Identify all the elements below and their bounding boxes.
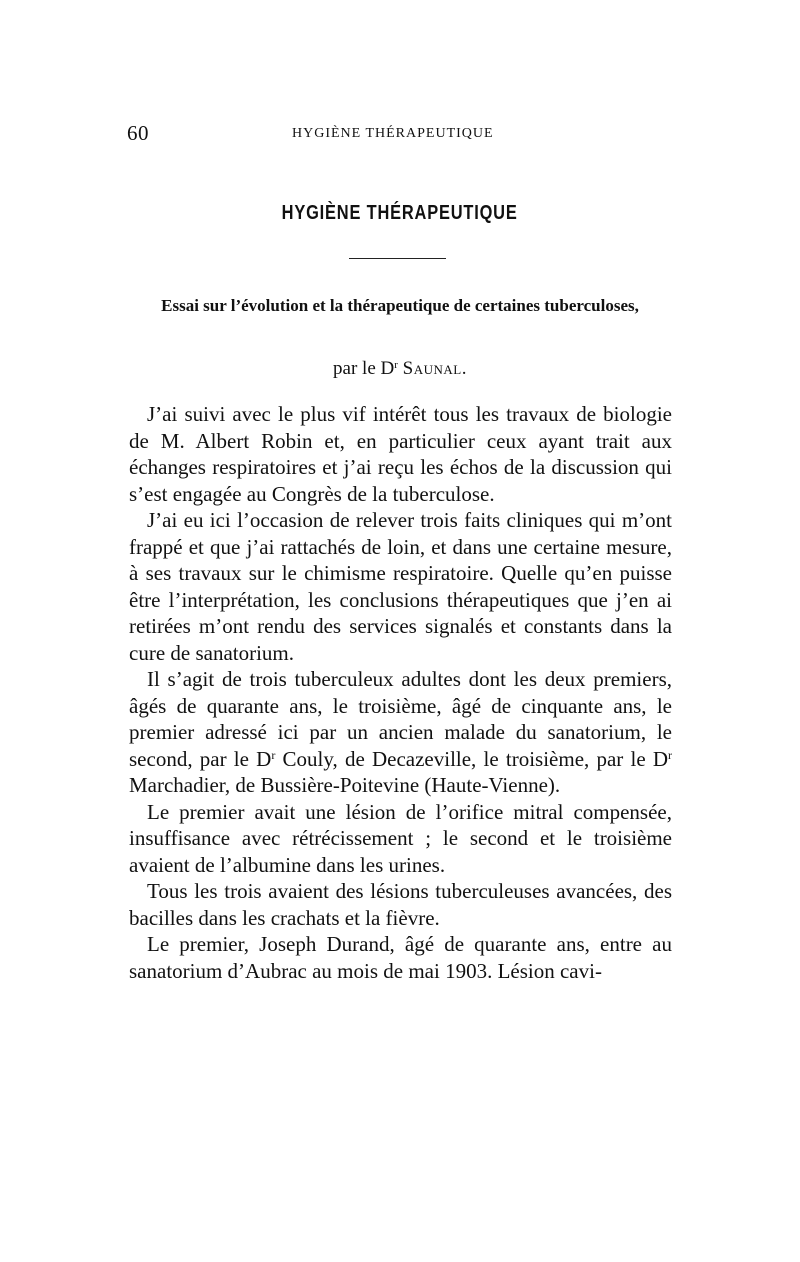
- author-name: Saunal.: [402, 358, 467, 379]
- byline-superscript: r: [394, 359, 398, 371]
- paragraph-text: Marchadier, de Bussière-Poitevine (Haute-Vienne).: [129, 773, 561, 797]
- paragraph-text: J’ai suivi avec le plus vif intérêt tous les travaux de biologie de M. Albert Robin et, en particulier ceux ayant trait aux échanges respiratoires et j’ai reçu les échos de la discussion qui s’est engagée au Congrès de la tuberculose.: [129, 402, 672, 506]
- paragraph: [129, 799, 672, 879]
- paragraph-text: Il s’agit de trois tuberculeux adultes dont les deux premiers, âgés de quarante ans, le troisième, âgé de cinquante ans, le premier adressé ici par un ancien malade du sanatorium, le second, par le D: [129, 667, 672, 771]
- page-number: 60: [127, 121, 149, 145]
- paragraph-text: Le premier avait une lésion de l’orifice mitral compensée, insuffisance avec rétrécissement ; le second et le troisième avaient de l’albumine dans les urines.: [129, 799, 672, 877]
- paragraph: [129, 931, 672, 984]
- superscript: r: [668, 747, 673, 762]
- paragraph-text: J’ai eu ici l’occasion de relever trois faits cliniques qui m’ont frappé et que j’ai rattachés de loin, et dans une certaine mesure, à ses travaux sur le chimisme respiratoire. Quelle qu’en puisse être l’interprétation, les conclusions thérapeutiques que j’en ai retirées m’ont rendu des services signalés et constants dans la cure de sanatorium.: [129, 508, 672, 665]
- paragraph: [129, 507, 672, 666]
- byline: [0, 358, 800, 380]
- running-head-title: HYGIÈNE THÉRAPEUTIQUE: [292, 126, 494, 141]
- paragraph-text: Le premier, Joseph Durand, âgé de quarante ans, entre au sanatorium d’Aubrac au mois de mai 1903. Lésion cavi-: [129, 932, 672, 983]
- paragraph: [129, 878, 672, 931]
- title-rule: [349, 258, 446, 259]
- running-head: [127, 121, 672, 145]
- article-title: Essai sur l’évolution et la thérapeutique de certaines tuberculoses,: [161, 296, 639, 315]
- byline-prefix: par le D: [333, 358, 395, 379]
- body-text: [129, 401, 672, 984]
- paragraph: [129, 401, 672, 507]
- superscript: r: [271, 747, 276, 762]
- section-title: HYGIÈNE THÉRAPEUTIQUE: [281, 202, 518, 224]
- paragraph-text: Tous les trois avaient des lésions tuberculeuses avancées, des bacilles dans les crachats et la fièvre.: [129, 879, 672, 930]
- paragraph-text: Couly, de Decazeville, le troisième, par le D: [275, 746, 669, 771]
- paragraph: [129, 666, 672, 799]
